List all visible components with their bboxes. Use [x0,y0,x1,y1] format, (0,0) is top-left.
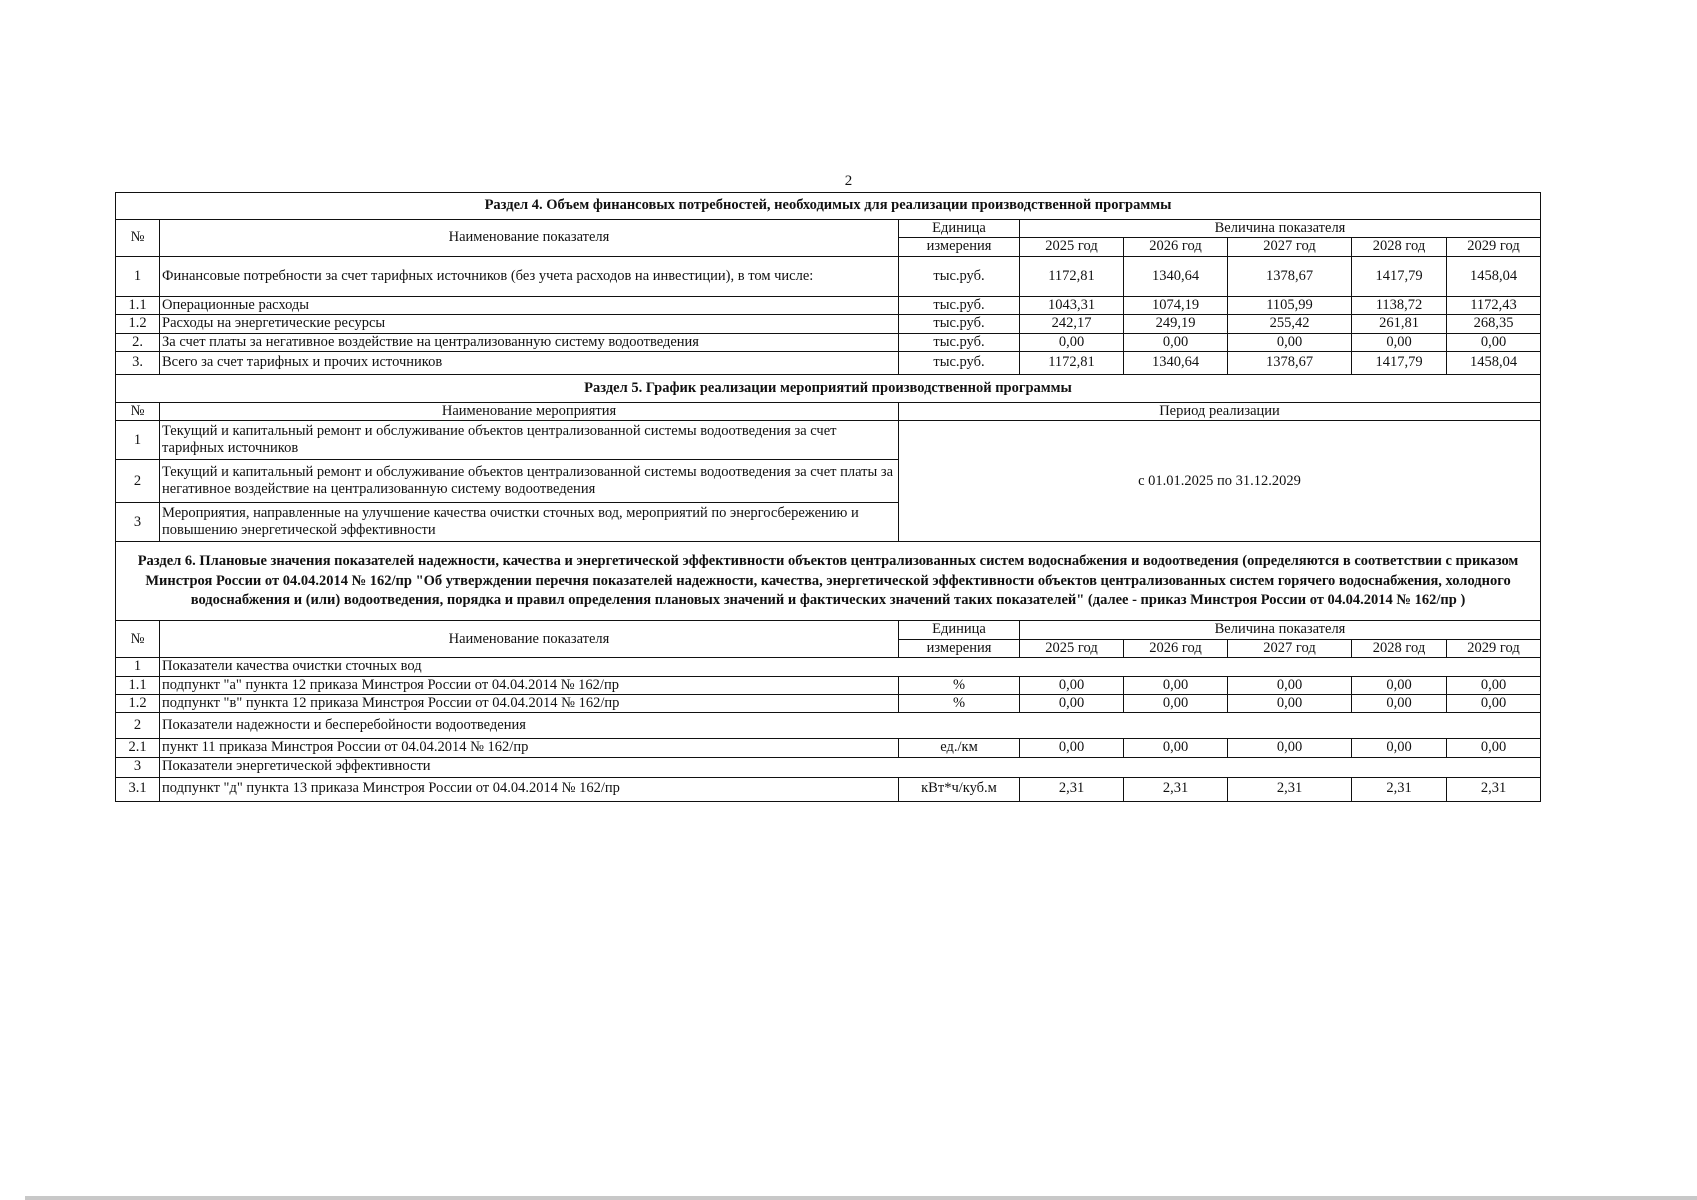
table-row [116,676,1541,694]
row-value: 261,81 [1352,315,1447,333]
row-num: 3. [116,351,160,374]
row-name: Текущий и капитальный ремонт и обслуживание объектов централизованной системы водоотведения за счет тарифных источников [160,421,899,460]
row-value: 2,31 [1447,777,1541,801]
row-value: 2,31 [1352,777,1447,801]
row-num: 3 [116,503,160,542]
s4-header-num: № [116,220,160,257]
row-name: Операционные расходы [160,296,899,314]
row-name: Расходы на энергетические ресурсы [160,315,899,333]
section6-title: Раздел 6. Плановые значения показателей надежности, качества и энергетической эффективности объектов централизованных систем водоснабжения и водоотведения (определяются в соответствии с приказом Минстроя России от 04.04.2014 № 162/пр "Об утверждении перечня показателей надежности, качества, энергетической эффективности объектов централизованных систем горячего водоснабжения, холодного водоснабжения и (или) водоотведения, порядка и правил определения плановых значений и фактических значений таких показателей" (далее - приказ Минстроя России от 04.04.2014 № 162/пр ) [116,542,1541,621]
table-row [116,315,1541,333]
row-value: 0,00 [1447,739,1541,757]
row-value: 0,00 [1447,676,1541,694]
group-num: 3 [116,757,160,777]
s4-header-unit-2: измерения [899,238,1020,256]
row-num: 2.1 [116,739,160,757]
group-row [116,658,1541,676]
row-value: 0,00 [1352,676,1447,694]
row-name: подпункт "д" пункта 13 приказа Минстроя России от 04.04.2014 № 162/пр [160,777,899,801]
row-value: 249,19 [1124,315,1228,333]
row-value: 2,31 [1124,777,1228,801]
table-row [116,739,1541,757]
row-num: 1 [116,256,160,296]
row-num: 1.1 [116,676,160,694]
s6-header-name: Наименование показателя [160,621,899,658]
row-num: 1.2 [116,315,160,333]
row-unit: кВт*ч/куб.м [899,777,1020,801]
row-unit: тыс.руб. [899,256,1020,296]
table-row [116,333,1541,351]
group-num: 1 [116,658,160,676]
row-value: 0,00 [1447,333,1541,351]
s6-header-year: 2028 год [1352,639,1447,657]
row-name: Мероприятия, направленные на улучшение качества очистки сточных вод, мероприятий по энергосбережению и повышению энергетической эффективности [160,503,899,542]
row-value: 0,00 [1228,739,1352,757]
row-name: подпункт "а" пункта 12 приказа Минстроя России от 04.04.2014 № 162/пр [160,676,899,694]
row-value: 2,31 [1020,777,1124,801]
row-value: 1417,79 [1352,351,1447,374]
row-value: 1378,67 [1228,256,1352,296]
row-num: 1.1 [116,296,160,314]
table-row [116,421,1541,460]
row-value: 1172,81 [1020,256,1124,296]
row-value: 0,00 [1124,676,1228,694]
s4-header-year: 2025 год [1020,238,1124,256]
row-num: 2 [116,460,160,503]
row-unit: % [899,676,1020,694]
row-value: 255,42 [1228,315,1352,333]
row-value: 0,00 [1228,676,1352,694]
row-unit: тыс.руб. [899,333,1020,351]
group-row [116,713,1541,739]
row-value: 2,31 [1228,777,1352,801]
s4-header-year: 2026 год [1124,238,1228,256]
s4-header-unit-1: Единица [899,220,1020,238]
row-value: 268,35 [1447,315,1541,333]
row-unit: тыс.руб. [899,296,1020,314]
s6-header-year: 2026 год [1124,639,1228,657]
row-value: 0,00 [1020,676,1124,694]
group-row [116,757,1541,777]
s6-header-year: 2025 год [1020,639,1124,657]
row-value: 0,00 [1020,333,1124,351]
row-unit: тыс.руб. [899,351,1020,374]
group-name: Показатели энергетической эффективности [160,757,1541,777]
row-value: 1417,79 [1352,256,1447,296]
row-value: 0,00 [1352,333,1447,351]
s6-header-year: 2029 год [1447,639,1541,657]
row-value: 0,00 [1228,694,1352,712]
row-value: 1340,64 [1124,351,1228,374]
s4-header-name: Наименование показателя [160,220,899,257]
table-row [116,694,1541,712]
s6-header-unit-1: Единица [899,621,1020,639]
row-num: 3.1 [116,777,160,801]
row-num: 1 [116,421,160,460]
row-value: 0,00 [1447,694,1541,712]
row-value: 242,17 [1020,315,1124,333]
row-num: 2. [116,333,160,351]
row-value: 0,00 [1124,694,1228,712]
s4-header-year: 2027 год [1228,238,1352,256]
group-name: Показатели качества очистки сточных вод [160,658,1541,676]
row-value: 1105,99 [1228,296,1352,314]
table-row [116,256,1541,296]
row-name: Текущий и капитальный ремонт и обслуживание объектов централизованной системы водоотведения за счет платы за негативное воздействие на централизованную систему водоотведения [160,460,899,503]
row-name: Финансовые потребности за счет тарифных источников (без учета расходов на инвестиции), в том числе: [160,256,899,296]
row-value: 0,00 [1228,333,1352,351]
row-value: 1138,72 [1352,296,1447,314]
section4-title: Раздел 4. Объем финансовых потребностей, необходимых для реализации производственной программы [116,193,1541,220]
row-num: 1.2 [116,694,160,712]
table-row [116,777,1541,801]
row-unit: тыс.руб. [899,315,1020,333]
row-value: 1458,04 [1447,256,1541,296]
s6-header-num: № [116,621,160,658]
row-value: 1340,64 [1124,256,1228,296]
row-unit: % [899,694,1020,712]
row-value: 1378,67 [1228,351,1352,374]
row-value: 1458,04 [1447,351,1541,374]
group-num: 2 [116,713,160,739]
section5-title: Раздел 5. График реализации мероприятий производственной программы [116,374,1541,402]
table-row [116,351,1541,374]
s5-header-period: Период реализации [899,402,1541,420]
row-value: 0,00 [1352,694,1447,712]
s5-header-num: № [116,402,160,420]
table-row [116,296,1541,314]
row-value: 1074,19 [1124,296,1228,314]
row-value: 1043,31 [1020,296,1124,314]
row-name: За счет платы за негативное воздействие на централизованную систему водоотведения [160,333,899,351]
row-name: пункт 11 приказа Минстроя России от 04.04.2014 № 162/пр [160,739,899,757]
row-value: 0,00 [1020,694,1124,712]
row-value: 1172,81 [1020,351,1124,374]
row-value: 0,00 [1352,739,1447,757]
row-value: 1172,43 [1447,296,1541,314]
row-unit: ед./км [899,739,1020,757]
s4-header-value: Величина показателя [1020,220,1541,238]
s5-header-name: Наименование мероприятия [160,402,899,420]
group-name: Показатели надежности и бесперебойности водоотведения [160,713,1541,739]
row-name: подпункт "в" пункта 12 приказа Минстроя России от 04.04.2014 № 162/пр [160,694,899,712]
s6-header-year: 2027 год [1228,639,1352,657]
period-value: с 01.01.2025 по 31.12.2029 [899,421,1541,542]
s6-header-unit-2: измерения [899,639,1020,657]
s4-header-year: 2029 год [1447,238,1541,256]
s4-header-year: 2028 год [1352,238,1447,256]
s6-header-value: Величина показателя [1020,621,1541,639]
page-number: 2 [844,173,853,189]
scan-edge-divider [25,1196,1697,1200]
program-table [115,192,1541,802]
row-value: 0,00 [1124,333,1228,351]
row-value: 0,00 [1124,739,1228,757]
row-value: 0,00 [1020,739,1124,757]
row-name: Всего за счет тарифных и прочих источников [160,351,899,374]
